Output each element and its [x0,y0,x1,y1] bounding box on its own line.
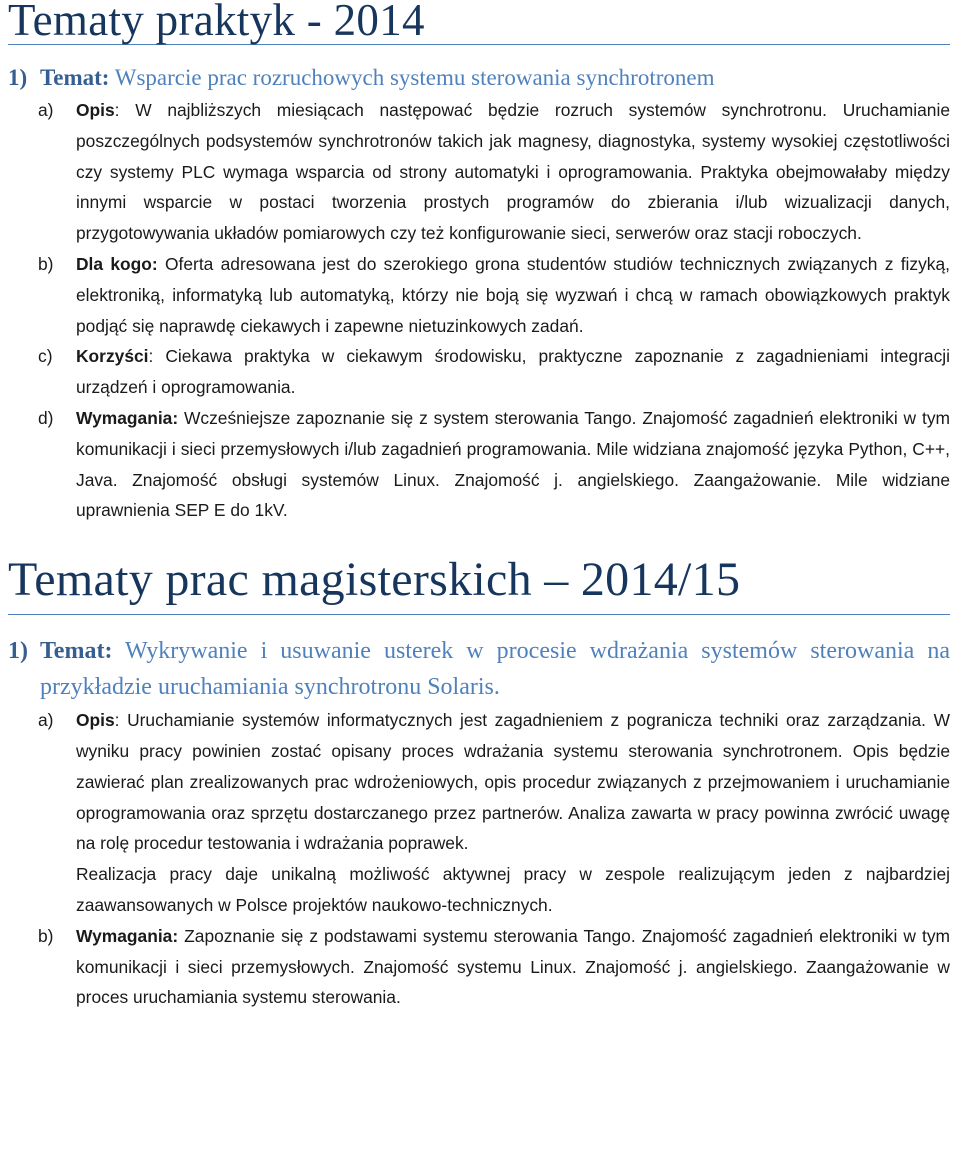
item-letter: d) [38,407,54,428]
list-item-benefits: c) Korzyści: Ciekawa praktyka w ciekawym środowisku, praktyczne zapoznanie z zagadnieniami integracji urządzeń i oprogramowania. [8,341,950,403]
item-text: Uruchamianie systemów informatycznych jest zagadnieniem z pogranicza techniki oraz zarządzania. W wyniku pracy powinien zostać opisany proces wdrażania systemu sterowania synchrotronem. Opis będzie zawierać plan zrealizowanych prac wdrożeniowych, opis procedur związanych z przejmowaniem i uruchamianie oprogramowania oraz sprzętu dostarczanego przez partnerów. Analiza zawarta w pracy powinna zwrócić uwagę na rolę procedur testowania i wdrażania poprawek. [76,710,950,854]
topic-number: 1) [8,65,28,90]
list-item-description: a) Opis: W najbliższych miesiącach następować będzie rozruch systemów synchrotronu. Uruchamianie poszczególnych podsystemów synchrotronów takich jak magnesy, diagnostyka, systemy wysokiej częstotliwości czy systemy PLC wymaga wsparcia od strony automatyki i oprogramowania. Praktyka obejmowałaby między innymi wsparcie w postaci tworzenia prostych programów do zbierania i/lub wizualizacji danych, przygotowywania układów pomiarowych czy też konfigurowanie sieci, serwerów oraz stacji roboczych. [8,95,950,249]
item-letter: b) [38,925,54,946]
item-text: W najbliższych miesiącach następować będzie rozruch systemów synchrotronu. Uruchamianie poszczególnych podsystemów synchrotronów takich jak magnesy, diagnostyka, systemy wysokiej częstotliwości czy systemy PLC wymaga wsparcia od strony automatyki i oprogramowania. Praktyka obejmowałaby między innymi wsparcie w postaci tworzenia prostych programów do zbierania i/lub wizualizacji danych, przygotowywania układów pomiarowych czy też konfigurowanie sieci, serwerów oraz stacji roboczych. [76,100,950,244]
section-heading-theses: Tematy prac magisterskich – 2014/15 [8,552,950,615]
item-text: Ciekawa praktyka w ciekawym środowisku, praktyczne zapoznanie z zagadnieniami integracji urządzeń i oprogramowania. [76,346,950,398]
item-label: Dla kogo: [76,253,158,274]
list-item-requirements [8,403,950,526]
list-item-requirements [8,921,950,1013]
section-heading-internships: Tematy praktyk - 2014 [8,0,950,45]
topic-title: Wykrywanie i usuwanie usterek w procesie wdrażania systemów sterowania na przykładzie uruchamiania synchrotronu Solaris. [40,638,950,701]
item-letter: a) [38,100,54,120]
topic-label: Temat: [40,65,110,90]
list-item-audience [8,249,950,341]
item-letter: b) [38,253,54,274]
item-text: Oferta adresowana jest do szerokiego grona studentów studiów technicznych związanych z fizyką, elektroniką, informatyką lub automatyką, którzy nie boją się wyzwań i chcą w ramach obowiązkowych praktyk podjąć się naprawdę ciekawych i zapewne nietuzinkowych zadań. [76,253,950,336]
item-label: Korzyści [76,346,149,367]
item-letter: a) [38,710,54,731]
topic-number: 1) [8,638,28,665]
list-item-description: a) Opis: Uruchamianie systemów informatycznych jest zagadnieniem z pogranicza techniki oraz zarządzania. W wyniku pracy powinien zostać opisany proces wdrażania systemu sterowania synchrotronem. Opis będzie zawierać plan zrealizowanych prac wdrożeniowych, opis procedur związanych z przejmowaniem i uruchamianie oprogramowania oraz sprzętu dostarczanego przez partnerów. Analiza zawarta w pracy powinna zwrócić uwagę na rolę procedur testowania i wdrażania poprawek. Realizacja pracy daje unikalną możliwość aktywnej pracy w zespole realizującym jeden z najbardziej zaawansowanych w Polsce projektów naukowo-technicznych. [8,705,950,921]
topic-label: Temat: [40,638,113,665]
item-label: Opis [76,710,115,731]
topic-title: Wsparcie prac rozruchowych systemu sterowania synchrotronem [114,65,715,90]
item-text: Zapoznanie się z podstawami systemu sterowania Tango. Znajomość zagadnień elektroniki w tym komunikacji i sieci przemysłowych. Znajomość systemu Linux. Znajomość j. angielskiego. Zaangażowanie w proces uruchamiania systemu sterowania. [76,925,950,1008]
item-label: Opis [76,100,115,120]
item-label: Wymagania: [76,407,179,428]
topic-thesis-1 [8,633,950,705]
topic-internship-1 [8,61,950,95]
item-text-continued: Realizacja pracy daje unikalną możliwość aktywnej pracy w zespole realizującym jeden z najbardziej zaawansowanych w Polsce projektów naukowo-technicznych. [76,864,950,915]
item-label: Wymagania: [76,925,179,946]
item-letter: c) [38,346,53,367]
item-text: Wcześniejsze zapoznanie się z system sterowania Tango. Znajomość zagadnień elektroniki w tym komunikacji i sieci przemysłowych i/lub zagadnień programowania. Mile widziana znajomość języka Python, C++, Java. Znajomość obsługi systemów Linux. Znajomość j. angielskiego. Zaangażowanie. Mile widziane uprawnienia SEP E do 1kV. [76,407,950,521]
